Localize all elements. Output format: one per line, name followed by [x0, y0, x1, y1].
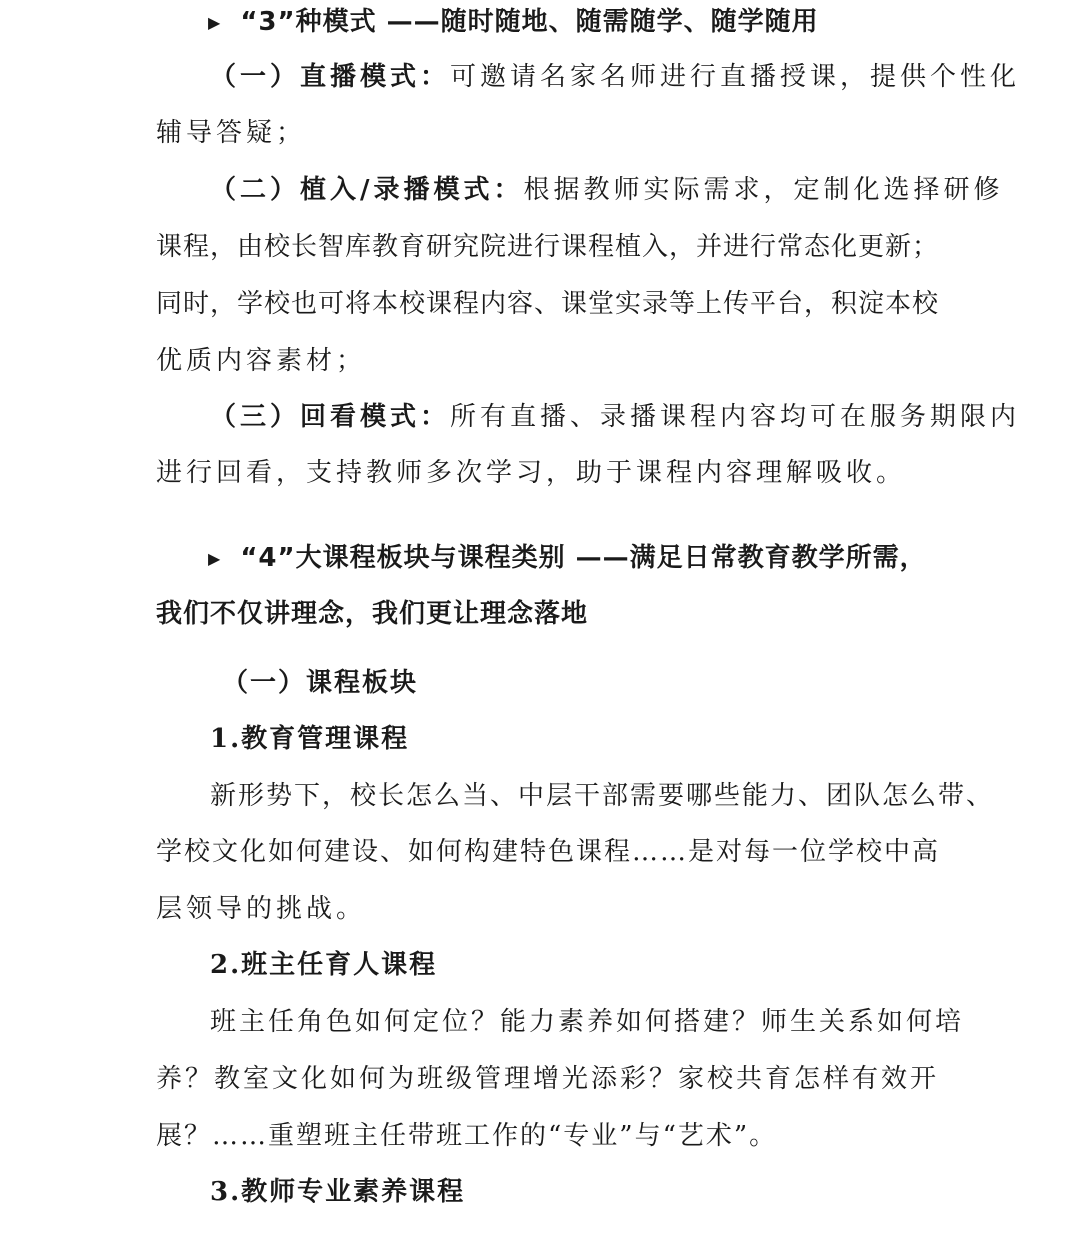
- course-1-line-3: 层领导的挑战。: [156, 894, 367, 924]
- section-4-heading: [208, 542, 927, 575]
- course-2-line-3: 展？……重塑班主任带班工作的“专业”与“艺术”。: [156, 1121, 778, 1151]
- mode-live-line-1: [210, 61, 1020, 93]
- triangle-bullet-icon: ▶: [208, 12, 221, 32]
- mode-recorded-line-3: 同时，学校也可将本校课程内容、课堂实录等上传平台，积淀本校: [156, 289, 940, 319]
- course-2-title: 2.班主任育人课程: [210, 950, 438, 980]
- course-blocks-subheading: （一）课程板块: [222, 668, 419, 698]
- section-3-title: “3”种模式 ——随时随地、随需随学、随学随用: [240, 7, 819, 37]
- course-1-line-1: 新形势下，校长怎么当、中层干部需要哪些能力、团队怎么带、: [210, 781, 995, 811]
- mode-recorded-line-4: 优质内容素材；: [156, 346, 367, 376]
- mode-live-label: （一）直播模式：: [210, 62, 451, 92]
- mode-recorded-text-1: 根据教师实际需求，定制化选择研修: [523, 175, 1004, 205]
- course-2-line-2: 养？教室文化如何为班级管理增光添彩？家校共育怎样有效开: [156, 1064, 940, 1094]
- mode-live-text-1: 可邀请名家名师进行直播授课，提供个性化: [450, 62, 1021, 92]
- course-1-title: 1.教育管理课程: [210, 724, 410, 754]
- section-4-title-line-1: “4”大课程板块与课程类别 ——满足日常教育教学所需，: [240, 543, 927, 573]
- triangle-bullet-icon: ▶: [208, 548, 221, 568]
- mode-replay-line-1: [210, 401, 1020, 433]
- course-3-title: 3.教师专业素养课程: [210, 1177, 466, 1207]
- mode-live-line-2: 辅导答疑；: [156, 118, 307, 148]
- course-2-line-1: 班主任角色如何定位？能力素养如何搭建？师生关系如何培: [210, 1007, 965, 1037]
- mode-recorded-line-2: 课程，由校长智库教育研究院进行课程植入，并进行常态化更新；: [156, 232, 940, 262]
- mode-recorded-label: （二）植入/录播模式：: [210, 175, 524, 205]
- course-1-line-2: 学校文化如何建设、如何构建特色课程……是对每一位学校中高: [156, 837, 941, 867]
- mode-replay-line-2: 进行回看，支持教师多次学习，助于课程内容理解吸收。: [156, 458, 907, 488]
- mode-replay-label: （三）回看模式：: [210, 402, 451, 432]
- section-4-title-line-2: 我们不仅讲理念，我们更让理念落地: [156, 599, 589, 629]
- section-3-heading: [208, 6, 819, 39]
- mode-replay-text-1: 所有直播、录播课程内容均可在服务期限内: [450, 402, 1021, 432]
- mode-recorded-line-1: [210, 174, 1004, 206]
